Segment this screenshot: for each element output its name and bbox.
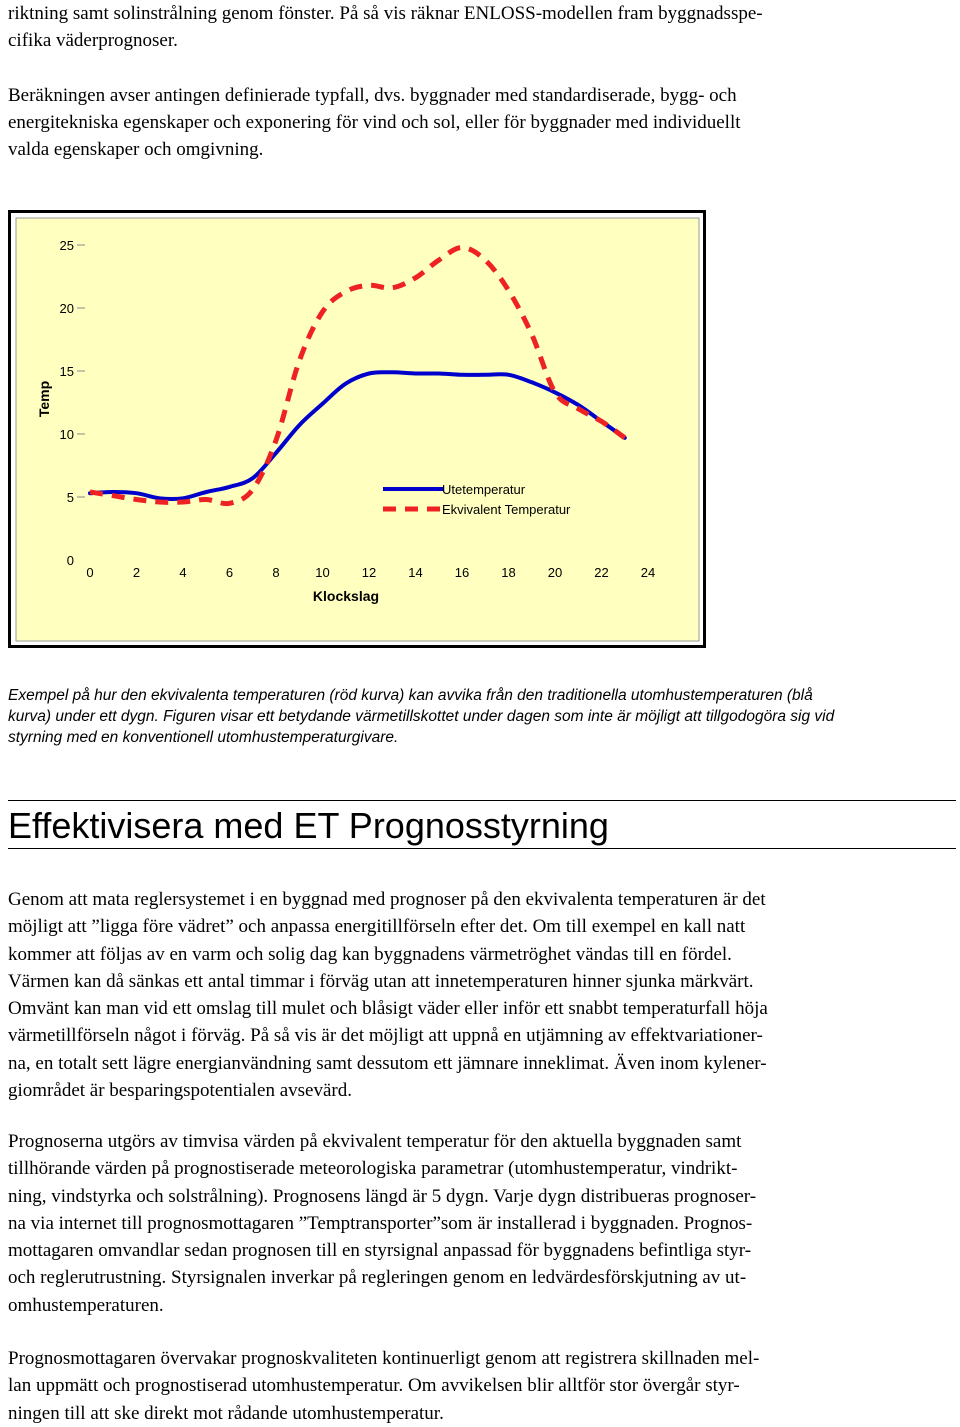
text-line: Omvänt kan man vid ett omslag till mulet och blåsigt väder eller inför ett snabbt temperaturfall höja: [8, 998, 768, 1020]
text-line: ningen till att ske direkt mot rådande utomhustemperatur.: [8, 1402, 444, 1424]
text-line: [8, 55, 953, 82]
caption-line: Exempel på hur den ekvivalenta temperaturen (röd kurva) kan avvika från den traditionella utomhustemperaturen (blå: [8, 687, 813, 704]
x-tick-label: 0: [86, 565, 94, 580]
legend-label: Utetemperatur: [442, 482, 526, 497]
temperature-chart: [8, 210, 706, 648]
text-line: och reglerutrustning. Styrsignalen inverkar på regleringen genom en ledvärdesförskjutning av ut-: [8, 1267, 747, 1289]
text-line: kommer att följas av en varm och solig dag kan byggnadens värmetröghet vändas till en fördel.: [8, 943, 732, 965]
text-line: möjligt att ”ligga före vädret” och anpassa energitillförseln efter det. Om till exempel en kall natt: [8, 916, 746, 938]
section-heading: Effektivisera med ET Prognosstyrning: [8, 805, 609, 846]
y-tick-label: 0: [66, 553, 74, 568]
text-line: omhustemperaturen.: [8, 1294, 164, 1316]
y-tick-label: 20: [59, 301, 74, 316]
text-line: energitekniska egenskaper och exponering för vind och sol, eller för byggnader med individuellt: [8, 112, 741, 134]
intro-paragraph: [8, 0, 953, 164]
y-axis-title: Temp: [36, 380, 52, 418]
text-line: värmetillförseln något i förväg. På så vis är det möjligt att uppnå en utjämning av effektvariationer-: [8, 1025, 763, 1047]
text-line: lan uppmätt och prognostiserad utomhustemperatur. Om avvikelsen blir alltför stor övergår styr-: [8, 1375, 740, 1397]
x-tick-label: 8: [272, 565, 280, 580]
body-paragraph-2: [8, 1128, 953, 1319]
body-paragraph-3: [8, 1345, 953, 1427]
y-tick-label: 5: [66, 490, 74, 505]
body-paragraph-1: [8, 886, 953, 1104]
heading-bottom-rule: [8, 848, 956, 849]
caption-line: kurva) under ett dygn. Figuren visar ett betydande värmetillskottet under dagen som inte är möjligt att tillgodogöra sig vid: [8, 708, 835, 725]
y-tick-label: 10: [59, 427, 74, 442]
text-line: ning, vindstyrka och solstrålning). Prognosens längd är 5 dygn. Varje dygn distribueras prognoser-: [8, 1185, 757, 1207]
x-tick-label: 10: [315, 565, 330, 580]
legend-label: Ekvivalent Temperatur: [442, 502, 571, 517]
x-tick-label: 6: [225, 565, 234, 580]
figure-caption: [8, 685, 953, 748]
y-tick-label: 25: [59, 238, 74, 253]
text-line: tillhörande värden på prognostiserade meteorologiska parametrar (utomhustemperatur, vindrikt-: [8, 1158, 738, 1180]
x-tick-label: 2: [132, 565, 141, 580]
y-tick-label: 15: [59, 364, 74, 379]
text-line: cifika väderprognoser.: [8, 30, 178, 52]
x-tick-label: 24: [640, 565, 656, 580]
x-tick-label: 4: [179, 565, 187, 580]
caption-line: styrning med en konventionell utomhustemperaturgivare.: [8, 729, 399, 746]
text-line: Beräkningen avser antingen definierade typfall, dvs. byggnader med standardiserade, bygg- och: [8, 84, 737, 106]
text-line: Prognosmottagaren övervakar prognoskvaliteten kontinuerligt genom att registrera skillnaden mel-: [8, 1348, 760, 1369]
text-line: Värmen kan då sänkas ett antal timmar i förväg utan att innetemperaturen hinner sjunka märkvärt.: [8, 970, 754, 992]
text-line: na via internet till prognosmottagaren ”Temptransporter”som är installerad i byggnaden. Prognos-: [8, 1212, 753, 1234]
text-line: giområdet är besparingspotentialen avsevärd.: [8, 1080, 352, 1102]
text-line: Genom att mata reglersystemet i en byggnad med prognoser på den ekvivalenta temperaturen är det: [8, 889, 766, 910]
text-line: na, en totalt sett lägre energianvändning samt dessutom ett jämnare inneklimat. Även inom kylener-: [8, 1052, 767, 1074]
x-tick-label: 16: [454, 565, 470, 580]
text-line: mottagaren omvandlar sedan prognosen till en styrsignal anpassad för byggnadens befintliga styr-: [8, 1240, 752, 1262]
x-tick-label: 14: [408, 565, 423, 580]
text-line: Prognoserna utgörs av timvisa värden på ekvivalent temperatur för den aktuella byggnaden samt: [8, 1131, 742, 1152]
text-line: riktning samt solinstrålning genom fönster. På så vis räknar ENLOSS-modellen fram byggnadsspe-: [8, 3, 763, 24]
x-tick-label: 18: [501, 565, 516, 580]
x-tick-label: 12: [361, 565, 377, 580]
x-axis-title: Klockslag: [312, 588, 380, 604]
x-tick-label: 22: [594, 565, 609, 580]
chart-canvas: [11, 213, 703, 645]
text-line: valda egenskaper och omgivning.: [8, 139, 264, 161]
x-tick-label: 20: [547, 565, 563, 580]
